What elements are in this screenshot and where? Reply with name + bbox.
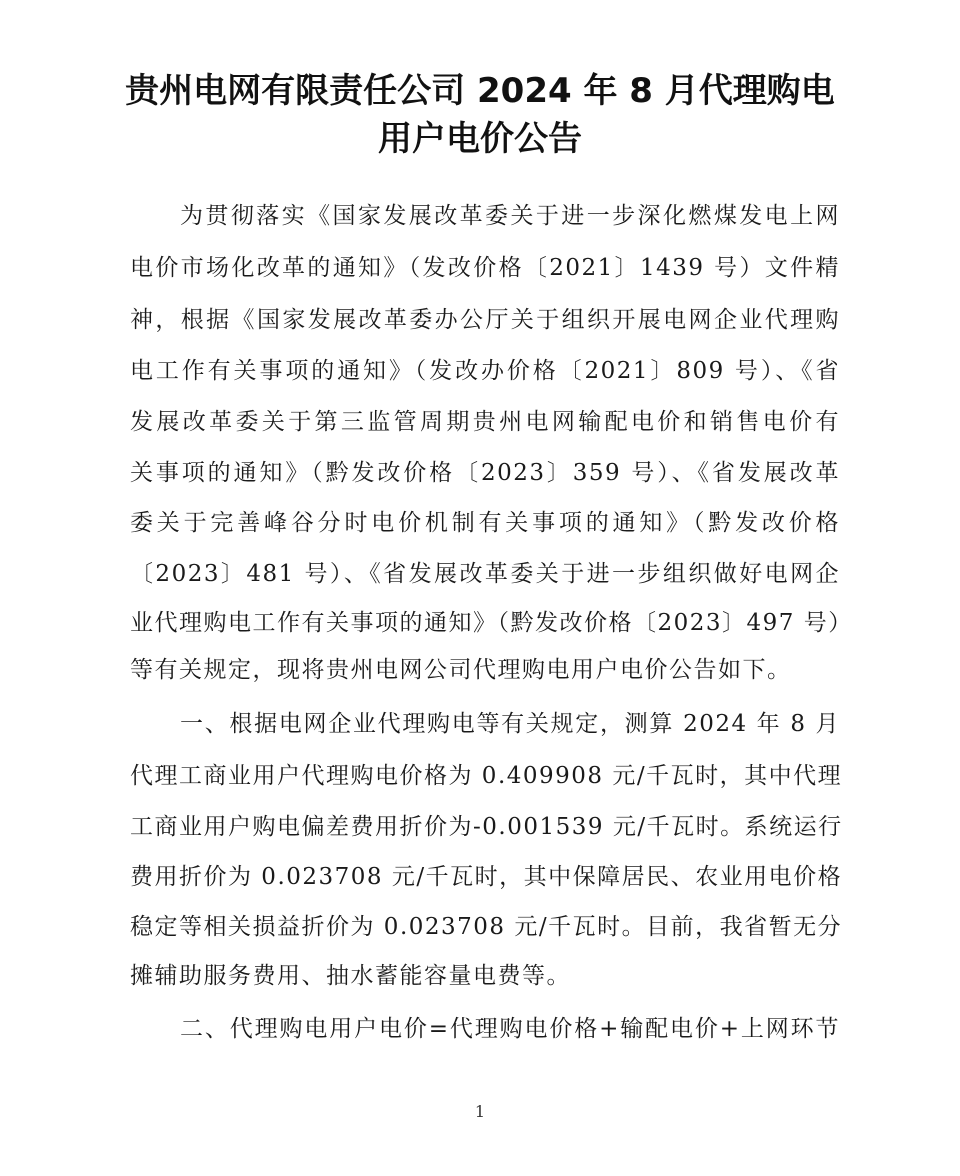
page-number: 1 bbox=[474, 1102, 486, 1121]
paragraph-2-line-5: 稳定等相关损益折价为 0.023708 元/千瓦时。目前，我省暂无分 bbox=[130, 914, 843, 940]
paragraph-1-line-2: 电价市场化改革的通知》（发改价格〔2021〕1439 号）文件精 bbox=[130, 255, 840, 281]
paragraph-1-line-3: 神，根据《国家发展改革委办公厅关于组织开展电网企业代理购 bbox=[130, 307, 840, 333]
paragraph-1-line-4: 电工作有关事项的通知》（发改办价格〔2021〕809 号）、《省 bbox=[130, 358, 840, 384]
paragraph-2-line-2: 代理工商业用户代理购电价格为 0.409908 元/千瓦时，其中代理 bbox=[130, 763, 843, 789]
paragraph-1-line-10: 等有关规定，现将贵州电网公司代理购电用户电价公告如下。 bbox=[130, 657, 792, 683]
paragraph-2-line-6: 摊辅助服务费用、抽水蓄能容量电费等。 bbox=[130, 963, 571, 989]
paragraph-1-line-5: 发展改革委关于第三监管周期贵州电网输配电价和销售电价有 bbox=[130, 409, 840, 435]
paragraph-1-line-8: 〔2023〕481 号）、《省发展改革委关于进一步组织做好电网企 bbox=[130, 561, 840, 587]
paragraph-1-line-6: 关事项的通知》（黔发改价格〔2023〕359 号）、《省发展改革 bbox=[130, 460, 840, 486]
paragraph-1-line-7: 委关于完善峰谷分时电价机制有关事项的通知》（黔发改价格 bbox=[130, 510, 840, 536]
paragraph-3-line-1: 二、代理购电用户电价=代理购电价格+输配电价+上网环节 bbox=[180, 1016, 840, 1042]
document-title-line-2: 用户电价公告 bbox=[378, 119, 582, 159]
paragraph-2-line-1: 一、根据电网企业代理购电等有关规定，测算 2024 年 8 月 bbox=[180, 711, 840, 737]
paragraph-1-line-9: 业代理购电工作有关事项的通知》（黔发改价格〔2023〕497 号） bbox=[130, 610, 853, 636]
document-title-line-1: 贵州电网有限责任公司 2024 年 8 月代理购电 bbox=[125, 71, 835, 111]
paragraph-2-line-3: 工商业用户购电偏差费用折价为-0.001539 元/千瓦时。系统运行 bbox=[130, 814, 843, 840]
paragraph-2-line-4: 费用折价为 0.023708 元/千瓦时，其中保障居民、农业用电价格 bbox=[130, 864, 843, 890]
paragraph-1-line-1: 为贯彻落实《国家发展改革委关于进一步深化燃煤发电上网 bbox=[180, 203, 840, 229]
